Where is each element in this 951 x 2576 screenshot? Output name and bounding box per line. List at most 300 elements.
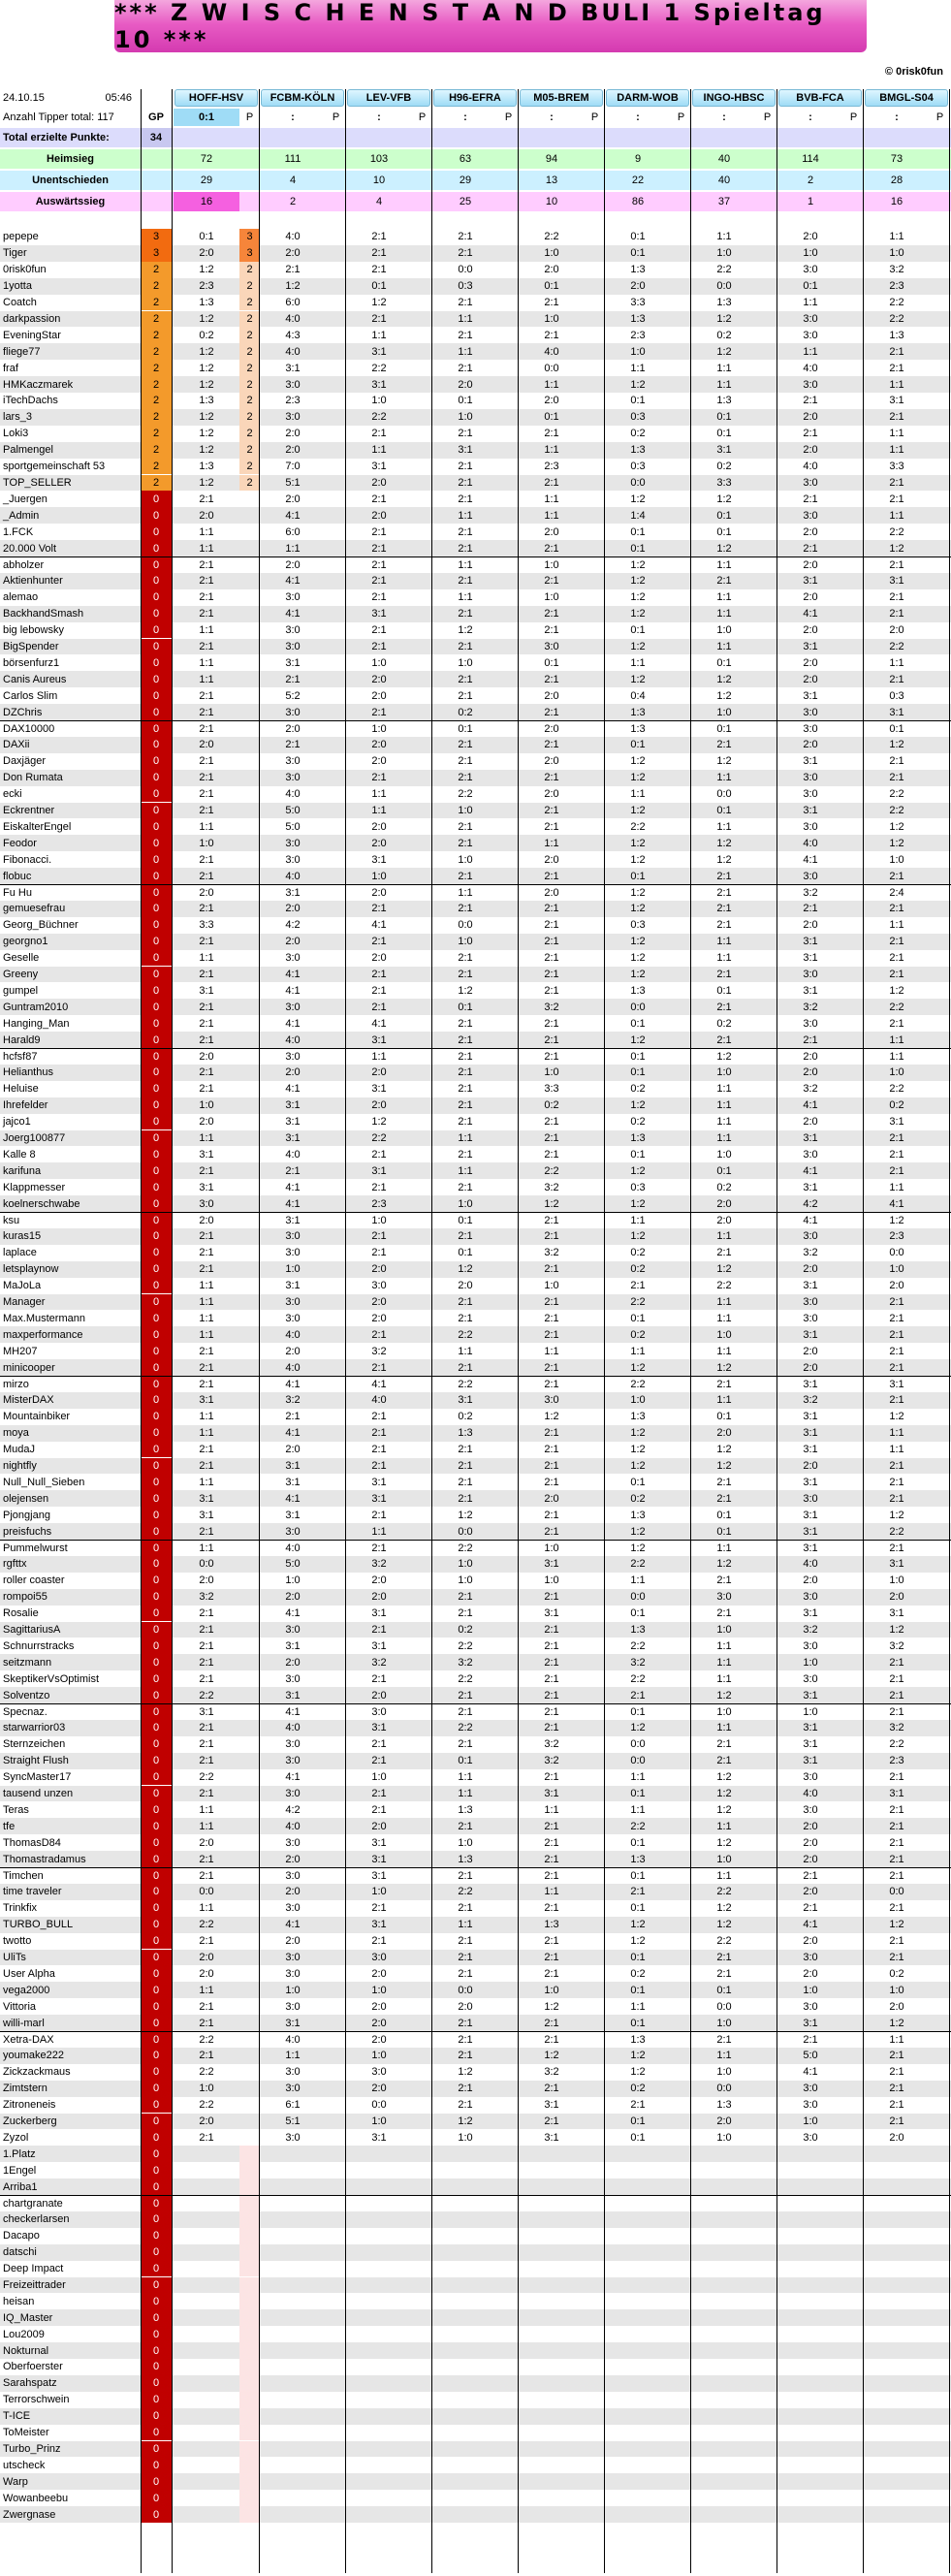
player-points — [585, 2244, 605, 2261]
player-gp: 0 — [141, 1670, 172, 1687]
player-tip — [605, 2162, 671, 2178]
player-tip — [432, 2309, 498, 2326]
player-points — [412, 2309, 432, 2326]
player-tip — [691, 2506, 757, 2523]
player-tip: 1:2 — [199, 312, 214, 325]
player-tip: 1:0 — [803, 1984, 818, 1996]
player-gp: 2 — [141, 311, 172, 328]
player-points — [498, 442, 519, 459]
player-tip: 2:1 — [630, 1280, 646, 1292]
player-tip: 3:1 — [544, 1787, 559, 1799]
player-tip: 2:1 — [371, 542, 387, 555]
player-tip — [174, 2228, 239, 2244]
player-points — [757, 459, 777, 475]
points-header: P — [332, 111, 340, 123]
player-points — [326, 1377, 346, 1393]
player-points — [326, 2342, 346, 2359]
player-points — [326, 1425, 346, 1442]
player-points — [585, 982, 605, 999]
player-tip: 2:0 — [544, 788, 559, 801]
player-tip: 2:1 — [889, 673, 904, 685]
player-tip: 1:1 — [199, 525, 214, 538]
player-points — [843, 1097, 864, 1114]
player-points — [498, 1982, 519, 1998]
player-tip: 2:1 — [371, 1247, 387, 1259]
player-points — [843, 868, 864, 884]
player-tip: 2:1 — [458, 1181, 473, 1193]
player-tip: 2:1 — [458, 1706, 473, 1719]
player-points — [498, 704, 519, 720]
player-points — [585, 1589, 605, 1606]
player-points — [843, 1769, 864, 1786]
player-name: mirzo — [3, 1379, 29, 1391]
player-points — [843, 1294, 864, 1311]
player-gp: 0 — [141, 917, 172, 934]
player-row — [0, 1130, 951, 1147]
player-points — [326, 524, 346, 540]
player-tip: 1:2 — [630, 1459, 646, 1472]
player-tip: 2:2 — [544, 1164, 559, 1177]
player-points — [757, 1409, 777, 1425]
player-tip: 1:0 — [371, 1215, 387, 1227]
player-points — [585, 2441, 605, 2458]
player-points — [498, 2129, 519, 2146]
player-row — [0, 245, 951, 262]
player-gp: 0 — [141, 1769, 172, 1786]
player-tip: 2:1 — [458, 673, 473, 685]
player-row — [0, 2178, 951, 2195]
player-points — [671, 1933, 691, 1950]
player-tip: 2:2 — [458, 788, 473, 801]
player-points — [843, 393, 864, 409]
player-row — [0, 1917, 951, 1933]
player-name: abholzer — [3, 559, 45, 572]
player-gp: 0 — [141, 2392, 172, 2408]
player-tip — [174, 2309, 239, 2326]
player-points — [412, 491, 432, 507]
player-points — [585, 2261, 605, 2277]
player-points — [671, 1556, 691, 1573]
player-points — [930, 917, 950, 934]
player-points — [585, 491, 605, 507]
player-points — [843, 1114, 864, 1130]
player-points — [585, 1310, 605, 1326]
player-name: Solventzo — [3, 1689, 50, 1701]
player-tip: 3:1 — [285, 887, 301, 900]
player-tip: 2:0 — [371, 1312, 387, 1324]
player-points — [930, 1015, 950, 1032]
player-name: 1yotta — [3, 280, 32, 293]
player-points — [326, 442, 346, 459]
player-points — [412, 1834, 432, 1851]
player-points — [585, 2506, 605, 2523]
player-points — [326, 1228, 346, 1245]
player-tip: 1:1 — [716, 591, 732, 604]
player-row — [0, 557, 951, 574]
player-points — [326, 2114, 346, 2130]
player-points — [671, 2441, 691, 2458]
player-tip: 4:0 — [285, 345, 301, 358]
player-tip: 2:2 — [458, 1639, 473, 1652]
player-tip: 1:2 — [630, 1919, 646, 1931]
player-gp: 2 — [141, 327, 172, 343]
player-name: SyncMaster17 — [3, 1771, 72, 1784]
player-tip: 1:1 — [889, 378, 904, 391]
player-tip — [691, 2441, 757, 2458]
player-points — [412, 2326, 432, 2342]
player-tip: 2:1 — [544, 804, 559, 816]
player-tip: 1:2 — [716, 1689, 732, 1701]
player-points — [498, 1392, 519, 1409]
player-tip: 1:1 — [544, 837, 559, 849]
player-points — [843, 835, 864, 851]
summary-count: 4 — [375, 196, 383, 207]
player-tip: 1:2 — [630, 2050, 646, 2062]
player-tip: 1:0 — [889, 1263, 904, 1276]
player-row — [0, 2064, 951, 2081]
player-tip: 2:0 — [544, 395, 559, 407]
player-tip: 1:1 — [716, 1116, 732, 1129]
player-points — [412, 1507, 432, 1523]
player-tip: 2:1 — [199, 1656, 214, 1669]
player-points — [757, 1213, 777, 1229]
player-points — [498, 851, 519, 868]
player-points — [757, 229, 777, 245]
player-points — [671, 2506, 691, 2523]
player-points — [412, 327, 432, 343]
player-tip: 2:0 — [803, 1263, 818, 1276]
player-tip: 2:1 — [199, 1361, 214, 1374]
player-tip: 0:0 — [630, 1738, 646, 1751]
player-name: checkerlarsen — [3, 2213, 70, 2226]
player-tip: 2:1 — [199, 608, 214, 620]
player-points — [843, 1179, 864, 1195]
player-tip: 2:1 — [889, 1771, 904, 1784]
player-points — [930, 606, 950, 622]
player-points — [498, 557, 519, 574]
player-points — [671, 1458, 691, 1475]
player-points — [671, 1409, 691, 1425]
player-points — [671, 721, 691, 738]
player-tip: 1:3 — [630, 706, 646, 718]
player-tip: 2:1 — [199, 2017, 214, 2029]
player-tip: 1:1 — [889, 1034, 904, 1046]
player-name: TURBO_BULL — [3, 1919, 74, 1931]
player-tip: 0:0 — [458, 1525, 473, 1538]
player-gp: 0 — [141, 1213, 172, 1229]
player-gp: 0 — [141, 901, 172, 917]
player-row — [0, 376, 951, 393]
summary-count: 16 — [890, 196, 903, 207]
player-tip: 0:1 — [630, 1312, 646, 1324]
player-gp: 0 — [141, 2473, 172, 2490]
player-gp: 0 — [141, 2375, 172, 2392]
player-tip: 2:2 — [889, 297, 904, 309]
player-tip: 2:1 — [199, 1379, 214, 1391]
player-tip: 2:1 — [199, 706, 214, 718]
player-points — [671, 851, 691, 868]
player-points — [585, 803, 605, 819]
player-tip — [174, 2178, 239, 2195]
points-header: P — [418, 111, 427, 123]
player-points — [930, 1965, 950, 1982]
player-tip: 1:1 — [544, 1345, 559, 1357]
player-tip: 1:0 — [371, 2050, 387, 2062]
player-tip — [605, 2457, 671, 2473]
player-tip: 3:1 — [371, 1607, 387, 1620]
player-gp: 2 — [141, 393, 172, 409]
player-tip: 0:1 — [544, 411, 559, 424]
player-tip — [432, 2146, 498, 2162]
player-points — [671, 1573, 691, 1589]
player-points — [843, 1507, 864, 1523]
player-name: darkpassion — [3, 312, 61, 325]
player-points — [585, 1097, 605, 1114]
player-tip: 4:1 — [803, 1919, 818, 1931]
player-points — [498, 1965, 519, 1982]
player-points — [671, 868, 691, 884]
player-name: pepepe — [3, 231, 39, 243]
player-name: IQ_Master — [3, 2311, 53, 2324]
player-name: nightfly — [3, 1459, 37, 1472]
player-points — [412, 459, 432, 475]
player-tip: 0:1 — [716, 509, 732, 522]
player-tip: 2:1 — [199, 559, 214, 572]
player-name: MisterDAX — [3, 1394, 54, 1407]
player-points — [930, 2473, 950, 2490]
player-tip: 2:1 — [544, 1361, 559, 1374]
summary-count: 40 — [717, 175, 731, 186]
player-tip: 4:1 — [285, 968, 301, 980]
player-tip: 1:1 — [199, 624, 214, 637]
player-gp: 0 — [141, 1753, 172, 1769]
player-points — [843, 2375, 864, 2392]
player-points — [412, 967, 432, 983]
player-points — [843, 442, 864, 459]
player-points — [326, 851, 346, 868]
player-tip: 2:1 — [458, 1312, 473, 1324]
player-row — [0, 1015, 951, 1032]
player-tip: 1:1 — [716, 1312, 732, 1324]
player-tip: 0:1 — [630, 1017, 646, 1030]
player-row — [0, 1065, 951, 1081]
player-name: SagittariusA — [3, 1623, 61, 1636]
player-points — [326, 360, 346, 376]
player-tip — [864, 2408, 930, 2425]
player-points — [585, 1392, 605, 1409]
player-points — [326, 2178, 346, 2195]
player-tip: 2:1 — [458, 1870, 473, 1883]
player-tip — [605, 2309, 671, 2326]
player-points — [412, 721, 432, 738]
player-points — [585, 851, 605, 868]
player-points — [671, 1425, 691, 1442]
player-tip: 2:1 — [458, 772, 473, 784]
player-points — [498, 1278, 519, 1294]
player-tip — [432, 2277, 498, 2294]
player-gp: 0 — [141, 1409, 172, 1425]
player-tip: 1:2 — [630, 1230, 646, 1243]
player-tip: 1:0 — [716, 1148, 732, 1161]
player-tip: 2:1 — [544, 1902, 559, 1915]
player-points — [585, 245, 605, 262]
player-row — [0, 1458, 951, 1475]
player-tip: 1:1 — [199, 1902, 214, 1915]
player-points — [757, 2408, 777, 2425]
player-points — [585, 1654, 605, 1670]
player-tip — [432, 2211, 498, 2228]
player-gp: 0 — [141, 1278, 172, 1294]
player-tip — [605, 2473, 671, 2490]
player-points — [326, 507, 346, 524]
player-tip — [174, 2441, 239, 2458]
player-tip: 3:1 — [371, 378, 387, 391]
player-tip: 1:1 — [630, 1345, 646, 1357]
player-tip — [174, 2359, 239, 2375]
player-points — [671, 1392, 691, 1409]
player-points — [843, 2211, 864, 2228]
player-tip: 1:2 — [889, 1623, 904, 1636]
player-points — [412, 278, 432, 295]
player-points — [930, 2277, 950, 2294]
player-tip: 1:1 — [716, 1131, 732, 1144]
player-tip: 2:1 — [371, 624, 387, 637]
player-points — [930, 1523, 950, 1540]
player-points — [326, 1720, 346, 1736]
player-gp: 0 — [141, 2146, 172, 2162]
player-points — [843, 1573, 864, 1589]
player-tip: 2:0 — [803, 1967, 818, 1980]
player-tip — [432, 2375, 498, 2392]
player-tip: 0:1 — [630, 525, 646, 538]
player-points — [843, 2425, 864, 2441]
player-tip: 0:1 — [630, 2131, 646, 2144]
player-tip: 4:1 — [285, 509, 301, 522]
player-points — [757, 2277, 777, 2294]
player-points — [585, 901, 605, 917]
player-name: ToMeister — [3, 2427, 49, 2439]
player-tip: 2:2 — [889, 312, 904, 325]
player-tip: 1:0 — [889, 247, 904, 260]
player-points — [498, 2081, 519, 2097]
player-points — [326, 1638, 346, 1654]
player-points — [326, 1769, 346, 1786]
player-points — [671, 1523, 691, 1540]
player-points — [498, 295, 519, 311]
player-tip — [691, 2277, 757, 2294]
player-points — [239, 1442, 260, 1458]
player-tip: 2:2 — [630, 1558, 646, 1571]
player-tip: 2:1 — [458, 1459, 473, 1472]
player-points — [498, 1326, 519, 1343]
player-tip: 2:1 — [889, 772, 904, 784]
player-points — [757, 1377, 777, 1393]
player-points — [239, 2211, 260, 2228]
player-points — [843, 1162, 864, 1179]
player-tip: 1:0 — [285, 1984, 301, 1996]
player-tip: 3:0 — [803, 378, 818, 391]
player-tip: 1:2 — [199, 264, 214, 276]
player-tip: 1:0 — [458, 853, 473, 866]
player-points — [671, 2326, 691, 2342]
player-points — [843, 606, 864, 622]
player-tip — [864, 2375, 930, 2392]
player-row — [0, 2506, 951, 2523]
player-points — [585, 1622, 605, 1638]
player-points — [326, 1245, 346, 1261]
player-name: MaJoLa — [3, 1280, 42, 1292]
summary-count: 10 — [372, 175, 386, 186]
player-points: 2 — [239, 409, 260, 426]
player-gp: 0 — [141, 491, 172, 507]
player-points — [671, 737, 691, 753]
player-row — [0, 1442, 951, 1458]
player-tip: 2:1 — [716, 739, 732, 751]
player-points — [671, 934, 691, 950]
player-points — [757, 327, 777, 343]
player-tip: 2:0 — [371, 2017, 387, 2029]
player-tip: 2:1 — [803, 1870, 818, 1883]
player-tip — [346, 2375, 412, 2392]
player-points — [412, 1065, 432, 1081]
player-name: Pummelwurst — [3, 1542, 68, 1555]
player-tip: 1:1 — [803, 297, 818, 309]
player-points — [239, 2293, 260, 2309]
player-tip: 1:0 — [458, 936, 473, 948]
tipper-total-label: Anzahl Tipper total: 117 — [3, 111, 114, 123]
player-points — [585, 1834, 605, 1851]
player-tip: 1:2 — [716, 1444, 732, 1456]
player-tip: 2:0 — [889, 1591, 904, 1604]
player-tip: 3:1 — [803, 1411, 818, 1423]
player-points — [239, 1965, 260, 1982]
player-points — [757, 1606, 777, 1622]
player-tip: 0:2 — [630, 1967, 646, 1980]
player-points — [498, 1704, 519, 1721]
player-tip: 4:1 — [285, 575, 301, 588]
player-tip: 4:0 — [285, 312, 301, 325]
player-tip — [864, 2506, 930, 2523]
player-points — [757, 1359, 777, 1376]
player-points — [326, 1442, 346, 1458]
player-tip: 2:1 — [458, 525, 473, 538]
player-name: Heluise — [3, 1083, 39, 1096]
player-tip — [691, 2326, 757, 2342]
player-points: 2 — [239, 426, 260, 442]
player-points — [757, 1162, 777, 1179]
player-tip — [691, 2293, 757, 2309]
player-points — [585, 1343, 605, 1359]
player-points — [585, 1032, 605, 1048]
player-gp: 0 — [141, 2342, 172, 2359]
player-tip: 1:1 — [458, 887, 473, 900]
player-gp: 0 — [141, 1310, 172, 1326]
player-points — [757, 721, 777, 738]
player-tip: 4:1 — [285, 1919, 301, 1931]
player-tip: 0:1 — [716, 428, 732, 440]
player-points — [326, 786, 346, 803]
player-tip: 3:1 — [285, 1509, 301, 1521]
player-gp: 0 — [141, 1228, 172, 1245]
player-tip: 1:1 — [716, 1345, 732, 1357]
player-name: Harald9 — [3, 1034, 41, 1046]
player-points — [412, 868, 432, 884]
player-points — [757, 1049, 777, 1065]
player-tip: 1:1 — [716, 231, 732, 243]
player-tip — [864, 2392, 930, 2408]
player-points — [585, 1474, 605, 1490]
player-points — [671, 982, 691, 999]
